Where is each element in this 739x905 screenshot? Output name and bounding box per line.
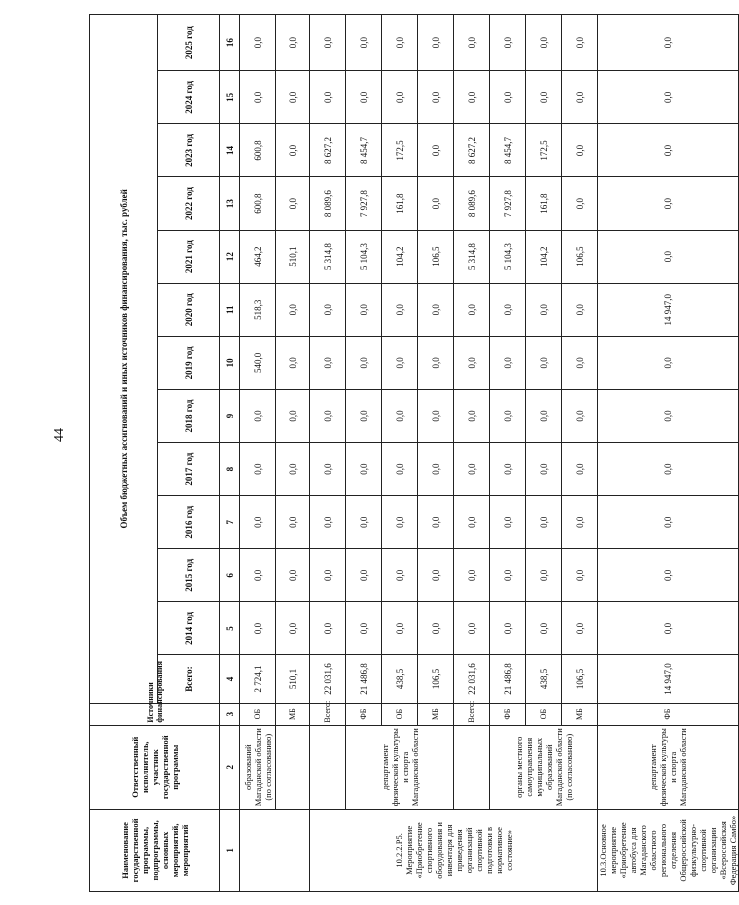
header-year: 2023 год (158, 124, 220, 177)
row-year-value-cell: 0,0 (382, 283, 418, 336)
row-year-value-cell: 0,0 (346, 602, 382, 655)
row-year-value-cell: 172,5 (382, 124, 418, 177)
row-executor-cell: органы местного самоуправления муниципальных образований Магаданской области (по согласованию) (490, 725, 598, 809)
row-year-value-cell: 0,0 (526, 443, 562, 496)
row-year-value-cell: 0,0 (562, 443, 598, 496)
row-executor-cell: образований Магаданской области (по согласованию) (240, 725, 276, 809)
row-year-value-cell: 0,0 (418, 124, 454, 177)
row-year-value-cell: 0,0 (240, 71, 276, 124)
row-year-value-cell: 0,0 (346, 549, 382, 602)
row-year-value-cell: 104,2 (382, 230, 418, 283)
row-year-value-cell: 8 454,7 (346, 124, 382, 177)
row-year-value-cell: 0,0 (310, 15, 346, 71)
col-number: 11 (220, 283, 240, 336)
row-year-value-cell: 0,0 (346, 443, 382, 496)
col-number: 3 (220, 703, 240, 725)
row-source-cell: Всего: (310, 703, 346, 725)
row-year-value-cell: 0,0 (310, 71, 346, 124)
row-year-value-cell: 0,0 (490, 336, 526, 389)
row-year-value-cell: 510,1 (276, 230, 310, 283)
row-year-value-cell: 0,0 (310, 389, 346, 442)
row-year-value-cell: 0,0 (276, 336, 310, 389)
row-year-value-cell: 0,0 (276, 71, 310, 124)
row-year-value-cell: 464,2 (240, 230, 276, 283)
row-year-value-cell: 0,0 (526, 283, 562, 336)
header-year: 2015 год (158, 549, 220, 602)
row-year-value-cell: 0,0 (562, 602, 598, 655)
row-year-value-cell: 0,0 (310, 496, 346, 549)
row-year-value-cell: 0,0 (418, 177, 454, 230)
row-year-value-cell: 161,8 (526, 177, 562, 230)
row-year-value-cell: 104,2 (526, 230, 562, 283)
row-year-value-cell: 0,0 (490, 443, 526, 496)
col-number: 7 (220, 496, 240, 549)
row-year-value-cell: 540,0 (240, 336, 276, 389)
row-year-value-cell: 0,0 (382, 389, 418, 442)
row-year-value-cell: 8 627,2 (454, 124, 490, 177)
row-year-value-cell: 0,0 (526, 549, 562, 602)
col-number: 14 (220, 124, 240, 177)
row-year-value-cell: 0,0 (310, 283, 346, 336)
row-year-value-cell: 0,0 (562, 389, 598, 442)
table-body (240, 15, 739, 892)
row-year-value-cell: 0,0 (276, 15, 310, 71)
row-year-value-cell: 0,0 (240, 443, 276, 496)
row-year-value-cell: 0,0 (454, 549, 490, 602)
col-number: 16 (220, 15, 240, 71)
row-year-value-cell: 0,0 (276, 602, 310, 655)
row-year-value-cell: 5 104,3 (346, 230, 382, 283)
row-total-cell: 22 031,6 (454, 655, 490, 703)
header-year: 2024 год (158, 71, 220, 124)
header-volume: Объем бюджетных ассигнований и иных источников финансирования, тыс. рублей (90, 15, 158, 704)
row-year-value-cell: 0,0 (526, 71, 562, 124)
row-year-value-cell: 0,0 (418, 549, 454, 602)
row-year-value-cell: 0,0 (454, 283, 490, 336)
row-year-value-cell: 5 104,3 (490, 230, 526, 283)
row-year-value-cell: 0,0 (526, 15, 562, 71)
row-year-value-cell: 0,0 (454, 389, 490, 442)
row-year-value-cell: 0,0 (310, 549, 346, 602)
row-year-value-cell: 0,0 (598, 549, 739, 602)
row-year-value-cell: 0,0 (240, 602, 276, 655)
row-year-value-cell: 0,0 (382, 549, 418, 602)
col-number: 15 (220, 71, 240, 124)
row-executor-cell (454, 725, 490, 809)
row-total-cell: 106,5 (562, 655, 598, 703)
row-year-value-cell: 0,0 (562, 15, 598, 71)
row-year-value-cell: 0,0 (240, 389, 276, 442)
header-name: Наименование государственной программы, подпрограммы, основных мероприятий, мероприятий (90, 809, 220, 891)
row-source-cell: МБ (562, 703, 598, 725)
row-year-value-cell: 0,0 (382, 496, 418, 549)
row-total-cell: 438,5 (526, 655, 562, 703)
row-year-value-cell: 0,0 (454, 443, 490, 496)
row-source-cell: МБ (418, 703, 454, 725)
row-year-value-cell: 0,0 (382, 443, 418, 496)
table-row (240, 15, 276, 892)
row-year-value-cell: 0,0 (598, 336, 739, 389)
row-year-value-cell: 0,0 (490, 15, 526, 71)
row-year-value-cell: 0,0 (598, 124, 739, 177)
row-source-cell: ФБ (598, 703, 739, 725)
row-name-cell: 10.2.2.Р5. Мероприятие «Приобретение спортивного оборудования и инвентаря для приведения организаций спортивной подготовки в нормативное состояние» (310, 809, 598, 891)
row-year-value-cell: 0,0 (490, 549, 526, 602)
row-year-value-cell: 0,0 (490, 71, 526, 124)
row-year-value-cell: 5 314,8 (310, 230, 346, 283)
header-year: 2018 год (158, 389, 220, 442)
row-year-value-cell: 0,0 (418, 71, 454, 124)
row-year-value-cell: 0,0 (562, 336, 598, 389)
row-year-value-cell: 0,0 (346, 496, 382, 549)
row-executor-cell: департамент физической культуры и спорта Магаданской области (346, 725, 454, 809)
row-source-cell: ФБ (346, 703, 382, 725)
header-year: 2022 год (158, 177, 220, 230)
row-year-value-cell: 0,0 (562, 177, 598, 230)
row-year-value-cell: 0,0 (240, 15, 276, 71)
row-total-cell: 21 486,8 (346, 655, 382, 703)
row-year-value-cell: 0,0 (562, 283, 598, 336)
row-year-value-cell: 0,0 (490, 602, 526, 655)
row-year-value-cell: 0,0 (240, 496, 276, 549)
row-year-value-cell: 0,0 (490, 283, 526, 336)
col-number: 1 (220, 809, 240, 891)
row-year-value-cell: 0,0 (276, 389, 310, 442)
row-year-value-cell: 0,0 (346, 283, 382, 336)
row-year-value-cell: 0,0 (418, 496, 454, 549)
row-executor-cell: департамент физической культуры и спорта Магаданской области (598, 725, 739, 809)
row-year-value-cell: 0,0 (598, 443, 739, 496)
row-year-value-cell: 600,8 (240, 124, 276, 177)
page-number: 44 (52, 428, 67, 442)
row-year-value-cell: 0,0 (276, 124, 310, 177)
row-source-cell: Всего: (454, 703, 490, 725)
row-year-value-cell: 106,5 (562, 230, 598, 283)
header-executor: Ответственный исполнитель, участник государственной программы (90, 725, 220, 809)
row-year-value-cell: 0,0 (418, 15, 454, 71)
col-number: 8 (220, 443, 240, 496)
row-year-value-cell: 0,0 (418, 336, 454, 389)
row-year-value-cell: 0,0 (454, 15, 490, 71)
table-row (598, 15, 739, 892)
row-year-value-cell: 0,0 (418, 443, 454, 496)
row-year-value-cell: 161,8 (382, 177, 418, 230)
budget-table-container (89, 14, 738, 892)
table-row (346, 15, 382, 892)
col-number: 5 (220, 602, 240, 655)
row-year-value-cell: 7 927,8 (346, 177, 382, 230)
row-total-cell: 21 486,8 (490, 655, 526, 703)
row-year-value-cell: 0,0 (276, 443, 310, 496)
row-year-value-cell: 0,0 (562, 124, 598, 177)
table-row (490, 15, 526, 892)
row-name-cell: 10.3.Основное мероприятие «Приобретение автобуса для Магаданского областного регионального отделения Общероссийской физкультурно-спортивной организации «Всероссийская Федерация Самбо» (598, 809, 739, 891)
row-year-value-cell: 0,0 (276, 283, 310, 336)
row-year-value-cell: 600,8 (240, 177, 276, 230)
row-executor-cell (276, 725, 310, 809)
row-year-value-cell: 0,0 (454, 602, 490, 655)
row-name-cell (240, 809, 310, 891)
row-year-value-cell: 5 314,8 (454, 230, 490, 283)
row-executor-cell (310, 725, 346, 809)
row-year-value-cell: 0,0 (454, 71, 490, 124)
header-year: 2016 год (158, 496, 220, 549)
row-year-value-cell: 0,0 (490, 496, 526, 549)
row-year-value-cell: 0,0 (382, 602, 418, 655)
row-year-value-cell: 0,0 (346, 71, 382, 124)
row-year-value-cell: 0,0 (598, 15, 739, 71)
row-year-value-cell: 518,3 (240, 283, 276, 336)
row-year-value-cell: 0,0 (562, 496, 598, 549)
row-year-value-cell: 0,0 (310, 336, 346, 389)
row-year-value-cell: 0,0 (598, 71, 739, 124)
row-year-value-cell: 0,0 (418, 283, 454, 336)
header-source-text: Источники финансирования (145, 661, 164, 723)
row-total-cell: 2 724,1 (240, 655, 276, 703)
table-row (454, 15, 490, 892)
row-year-value-cell: 0,0 (526, 496, 562, 549)
row-total-cell: 510,1 (276, 655, 310, 703)
row-year-value-cell: 0,0 (276, 549, 310, 602)
row-year-value-cell: 8 627,2 (310, 124, 346, 177)
row-year-value-cell: 8 454,7 (490, 124, 526, 177)
row-year-value-cell: 8 089,6 (310, 177, 346, 230)
row-year-value-cell: 0,0 (346, 336, 382, 389)
col-number: 4 (220, 655, 240, 703)
row-year-value-cell: 0,0 (526, 336, 562, 389)
header-year: 2020 год (158, 283, 220, 336)
header-total: Всего: (158, 655, 220, 703)
row-total-cell: 106,5 (418, 655, 454, 703)
budget-table (89, 14, 739, 892)
row-year-value-cell: 0,0 (382, 15, 418, 71)
row-year-value-cell: 0,0 (562, 549, 598, 602)
table-row (310, 15, 346, 892)
header-year: 2014 год (158, 602, 220, 655)
row-year-value-cell: 7 927,8 (490, 177, 526, 230)
row-total-cell: 14 947,0 (598, 655, 739, 703)
col-number: 13 (220, 177, 240, 230)
row-source-cell: МБ (276, 703, 310, 725)
row-year-value-cell: 0,0 (598, 602, 739, 655)
row-year-value-cell: 0,0 (526, 602, 562, 655)
row-year-value-cell: 0,0 (276, 177, 310, 230)
row-year-value-cell: 0,0 (490, 389, 526, 442)
header-year: 2019 год (158, 336, 220, 389)
row-total-cell: 438,5 (382, 655, 418, 703)
row-year-value-cell: 0,0 (346, 15, 382, 71)
row-year-value-cell: 0,0 (562, 71, 598, 124)
row-year-value-cell: 0,0 (454, 336, 490, 389)
row-year-value-cell: 0,0 (276, 496, 310, 549)
row-year-value-cell: 0,0 (454, 496, 490, 549)
row-year-value-cell: 0,0 (382, 336, 418, 389)
row-total-cell: 22 031,6 (310, 655, 346, 703)
row-year-value-cell: 0,0 (382, 71, 418, 124)
header-year: 2025 год (158, 15, 220, 71)
col-number: 9 (220, 389, 240, 442)
header-year: 2017 год (158, 443, 220, 496)
row-year-value-cell: 172,5 (526, 124, 562, 177)
row-year-value-cell: 0,0 (526, 389, 562, 442)
table-row (276, 15, 310, 892)
row-year-value-cell: 0,0 (598, 496, 739, 549)
row-year-value-cell: 0,0 (346, 389, 382, 442)
row-year-value-cell: 0,0 (240, 549, 276, 602)
column-numbers-row (220, 15, 240, 892)
row-year-value-cell: 0,0 (310, 602, 346, 655)
row-year-value-cell: 0,0 (418, 602, 454, 655)
row-year-value-cell: 0,0 (310, 443, 346, 496)
row-year-value-cell: 14 947,0 (598, 283, 739, 336)
row-year-value-cell: 8 089,6 (454, 177, 490, 230)
col-number: 6 (220, 549, 240, 602)
row-source-cell: ОБ (382, 703, 418, 725)
col-number: 2 (220, 725, 240, 809)
header-year: 2021 год (158, 230, 220, 283)
col-number: 10 (220, 336, 240, 389)
row-year-value-cell: 0,0 (598, 389, 739, 442)
row-source-cell: ОБ (526, 703, 562, 725)
row-year-value-cell: 0,0 (418, 389, 454, 442)
row-source-cell: ФБ (490, 703, 526, 725)
row-year-value-cell: 106,5 (418, 230, 454, 283)
row-source-cell: ОБ (240, 703, 276, 725)
row-year-value-cell: 0,0 (598, 230, 739, 283)
row-year-value-cell: 0,0 (598, 177, 739, 230)
col-number: 12 (220, 230, 240, 283)
